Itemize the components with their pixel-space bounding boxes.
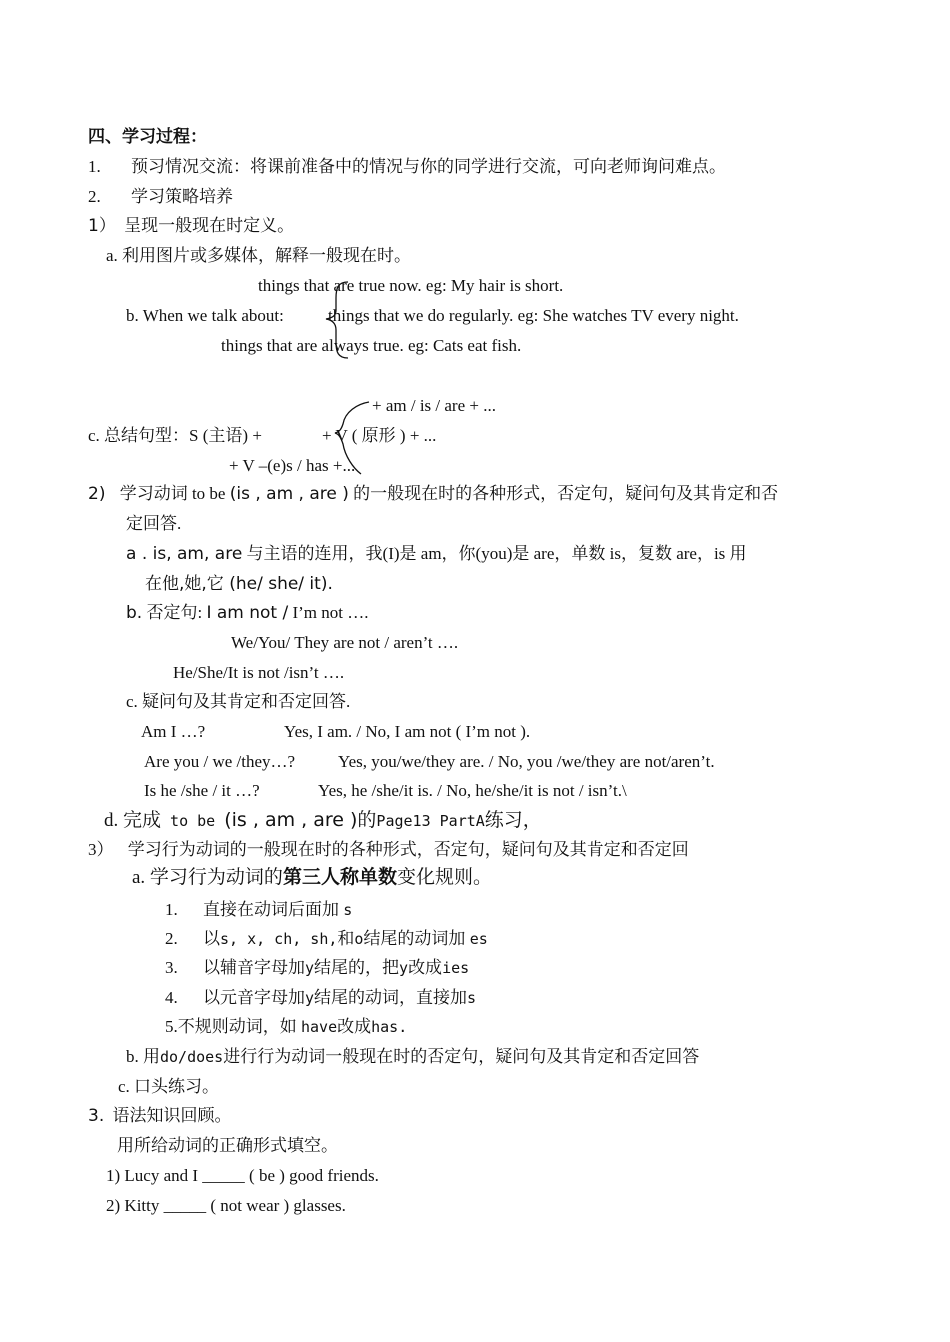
rule-5-d: 改成: [337, 1017, 372, 1036]
rule-3-number: 3.: [165, 958, 178, 977]
when-line-bottom: things that are always true. eg: Cats eat fish.: [221, 336, 522, 355]
negative-line-3: He/She/It is not /isn’t ….: [173, 663, 345, 682]
part-2-a-lead: a . is, am, are: [126, 544, 243, 564]
part-3-a-1: a. 学习行为动词的: [132, 867, 283, 888]
curly-brace-when: [312, 280, 352, 360]
exercise-2: 2) Kitty _____ ( not wear ) glasses.: [106, 1196, 346, 1215]
part-2-b-label: 否定句:: [142, 603, 207, 622]
item-2: [88, 186, 233, 208]
pattern-line-top: + am / is / are + ...: [372, 396, 496, 415]
item-2-text: 学习策略培养: [131, 187, 233, 206]
part-2-continued: 定回答.: [126, 514, 182, 533]
part-3-c: c. 口头练习。: [118, 1077, 220, 1096]
rule-3-f: ies: [442, 959, 470, 977]
part-2-number: 2): [88, 484, 106, 504]
part-2-d-2: to be: [161, 812, 225, 830]
part-2-heading: [88, 483, 778, 505]
part-2-text-c: 的一般现在时的各种形式，否定句，疑问句及其肯定和否: [348, 484, 779, 503]
section-3-heading: [88, 1105, 231, 1127]
question-1-q: Am I …?: [141, 722, 206, 741]
rule-5-b: 不规则动词，如: [177, 1017, 301, 1036]
part-2-d-1: d. 完成: [104, 810, 162, 831]
rule-2-f: es: [469, 930, 488, 948]
pattern-label: c. 总结句型：S (主语) +: [88, 426, 262, 445]
rule-1-suffix: s: [343, 901, 353, 919]
rule-3-e: 改成: [408, 958, 443, 977]
question-2-a: Yes, you/we/they are. / No, you /we/they are not/aren’t.: [338, 752, 715, 771]
part-2-b-neg-1b: I’m not ….: [288, 603, 369, 622]
when-label: b. When we talk about:: [126, 306, 284, 325]
when-line-top: things that are true now. eg: My hair is short.: [258, 276, 564, 295]
rule-2-e: 结尾的动词加: [363, 929, 470, 948]
part-2-b-letter: b.: [126, 603, 143, 623]
part-2-d-6: 练习，: [484, 810, 542, 831]
rule-4-a: 以元音字母加: [203, 988, 305, 1007]
part-2-d-5: Page13 PartA: [376, 812, 485, 830]
part-2-text-a: 学习动词 to be: [119, 484, 230, 503]
part-1-text: 呈现一般现在时定义。: [124, 216, 295, 235]
part-3-a-3: 变化规则。: [396, 867, 492, 888]
part-2-a-continued: 在他,她,它 (he/ she/ it).: [145, 574, 333, 594]
part-3-b-1: b. 用: [126, 1047, 160, 1066]
exercise-1: 1) Lucy and I _____ ( be ) good friends.: [106, 1166, 379, 1185]
rule-3-b: y: [305, 959, 315, 977]
when-line-mid: things that we do regularly. eg: She watches TV every night.: [328, 306, 739, 325]
rule-4-d: s: [467, 989, 477, 1007]
rule-4-number: 4.: [165, 988, 178, 1007]
rule-2-c: 和: [337, 929, 355, 948]
question-1-a: Yes, I am. / No, I am not ( I’m not ).: [284, 722, 531, 741]
section-3-intro: 用所给动词的正确形式填空。: [117, 1136, 338, 1155]
negative-line-2: We/You/ They are not / aren’t ….: [231, 633, 459, 652]
part-1-a: a. 利用图片或多媒体，解释一般现在时。: [106, 246, 412, 265]
part-3-b-3: 进行行为动词一般现在时的否定句，疑问句及其肯定和否定回答: [223, 1047, 700, 1066]
rule-2-a: 以: [203, 929, 220, 948]
question-3-a: Yes, he /she/it is. / No, he/she/it is not / isn’t.\: [318, 781, 627, 800]
rule-2-number: 2.: [165, 929, 178, 948]
item-1: [88, 156, 726, 178]
item-2-number: 2.: [88, 187, 101, 206]
part-3-a-bold: 第三人称单数: [282, 867, 397, 888]
section-3-number: 3.: [88, 1106, 105, 1126]
rule-3-a: 以辅音字母加: [203, 958, 305, 977]
part-3-heading: [88, 839, 689, 861]
section-title: 四、学习过程：: [88, 127, 207, 146]
rule-2-b: s, x, ch, sh,: [220, 930, 338, 948]
item-1-text: 预习情况交流：将课前准备中的情况与你的同学进行交流，可向老师询问难点。: [131, 157, 726, 176]
item-1-number: 1.: [88, 157, 101, 176]
rule-1-number: 1.: [165, 900, 178, 919]
rule-1: [165, 899, 352, 921]
part-3-b-2: do/does: [160, 1048, 224, 1066]
rule-3: [165, 957, 469, 979]
part-2-b: [126, 602, 369, 624]
part-3-text: 学习行为动词的一般现在时的各种形式，否定句，疑问句及其肯定和否定回: [127, 840, 689, 859]
rule-4: [165, 987, 476, 1009]
rule-5-e: has.: [371, 1018, 408, 1036]
pattern-line-bottom: + V –(e)s / has +...: [229, 456, 356, 475]
part-2-b-neg-1: I am not /: [206, 603, 289, 623]
part-2-c: c. 疑问句及其肯定和否定回答.: [126, 692, 351, 711]
part-3-number: 3）: [88, 840, 114, 859]
curly-brace-pattern: [335, 398, 375, 478]
rule-3-d: y: [399, 959, 409, 977]
part-2-d-3: (is , am , are ): [224, 809, 358, 831]
rule-1-text: 直接在动词后面加: [203, 900, 344, 919]
rule-3-c: 结尾的，把: [314, 958, 400, 977]
part-2-a-text: 与主语的连用，我(I)是 am，你(you)是 are，单数 is，复数 are，is 用: [242, 544, 747, 563]
rule-4-c: 结尾的动词，直接加: [314, 988, 468, 1007]
part-2-text-b: (is , am , are ): [229, 484, 349, 504]
question-2-q: Are you / we /they…?: [144, 752, 296, 771]
part-1-number: 1）: [88, 216, 116, 236]
part-3-a: [132, 867, 492, 889]
pattern-line-mid: + V ( 原形 ) + ...: [322, 426, 437, 445]
part-2-d: [104, 809, 542, 832]
part-1-heading: [88, 215, 294, 237]
rule-5-number: 5.: [165, 1017, 178, 1036]
rule-4-b: y: [305, 989, 315, 1007]
question-3-q: Is he /she / it …?: [144, 781, 260, 800]
rule-2-d: o: [354, 930, 364, 948]
part-2-a: [126, 543, 747, 565]
part-2-d-4: 的: [357, 810, 377, 831]
rule-5-c: have: [301, 1018, 338, 1036]
rule-2: [165, 928, 488, 950]
part-3-b: [126, 1046, 699, 1068]
section-3-text: 语法知识回顾。: [112, 1106, 232, 1125]
rule-5: [165, 1016, 407, 1038]
